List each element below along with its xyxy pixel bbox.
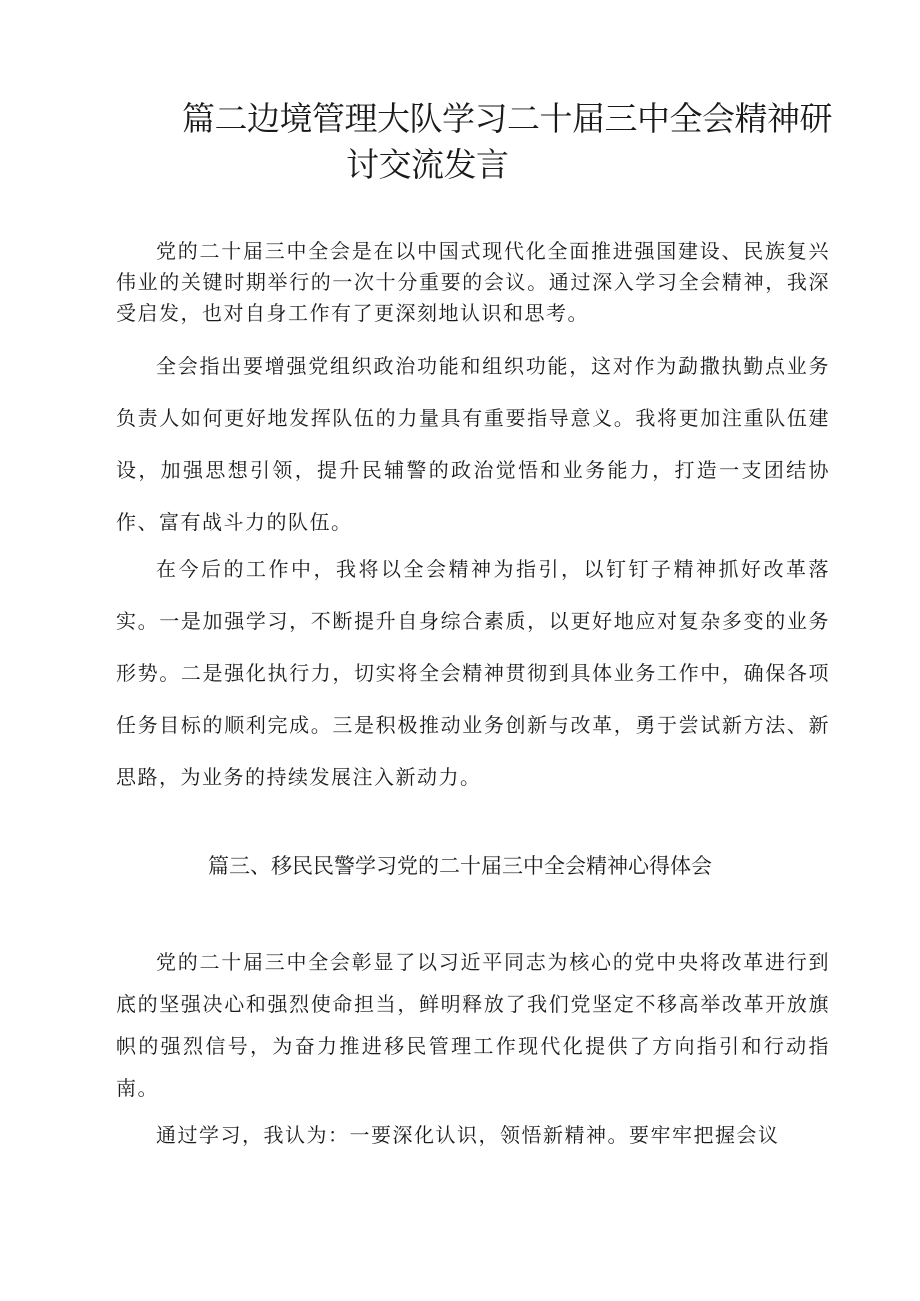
title-line-1: 篇二边境管理大队学习二十届三中全会精神研 — [182, 99, 832, 138]
title-line-2: 讨交流发言 — [346, 145, 509, 184]
paragraph-3: 在今后的工作中，我将以全会精神为指引，以钉钉子精神抓好改革落实。一是加强学习，不断提升自身综合素质，以更好地应对复杂多变的业务形势。二是强化执行力，切实将全会精神贯彻到具体业务工作中，确保各项任务目标的顺利完成。三是积极推动业务创新与改革，勇于尝试新方法、新思路，为业务的持续发展注入新动力。 — [116, 557, 830, 789]
paragraph-4: 党的二十届三中全会彰显了以习近平同志为核心的党中央将改革进行到底的坚强决心和强烈使命担当，鲜明释放了我们党坚定不移高举改革开放旗帜的强烈信号，为奋力推进移民管理工作现代化提供了方向指引和行动指南。 — [116, 950, 830, 1100]
section-title: 篇三、移民民警学习党的二十届三中全会精神心得体会 — [208, 854, 712, 878]
paragraph-1: 党的二十届三中全会是在以中国式现代化全面推进强国建设、民族复兴伟业的关键时期举行的一次十分重要的会议。通过深入学习全会精神，我深受启发，也对自身工作有了更深刻地认识和思考。 — [116, 239, 830, 325]
paragraph-5: 通过学习，我认为：一要深化认识，领悟新精神。要牢牢把握会议 — [156, 1123, 780, 1147]
document-title — [182, 96, 842, 188]
paragraph-2: 全会指出要增强党组织政治功能和组织功能，这对作为勐撒执勤点业务负责人如何更好地发挥队伍的力量具有重要指导意义。我将更加注重队伍建设，加强思想引领，提升民辅警的政治觉悟和业务能力，打造一支团结协作、富有战斗力的队伍。 — [116, 354, 830, 534]
